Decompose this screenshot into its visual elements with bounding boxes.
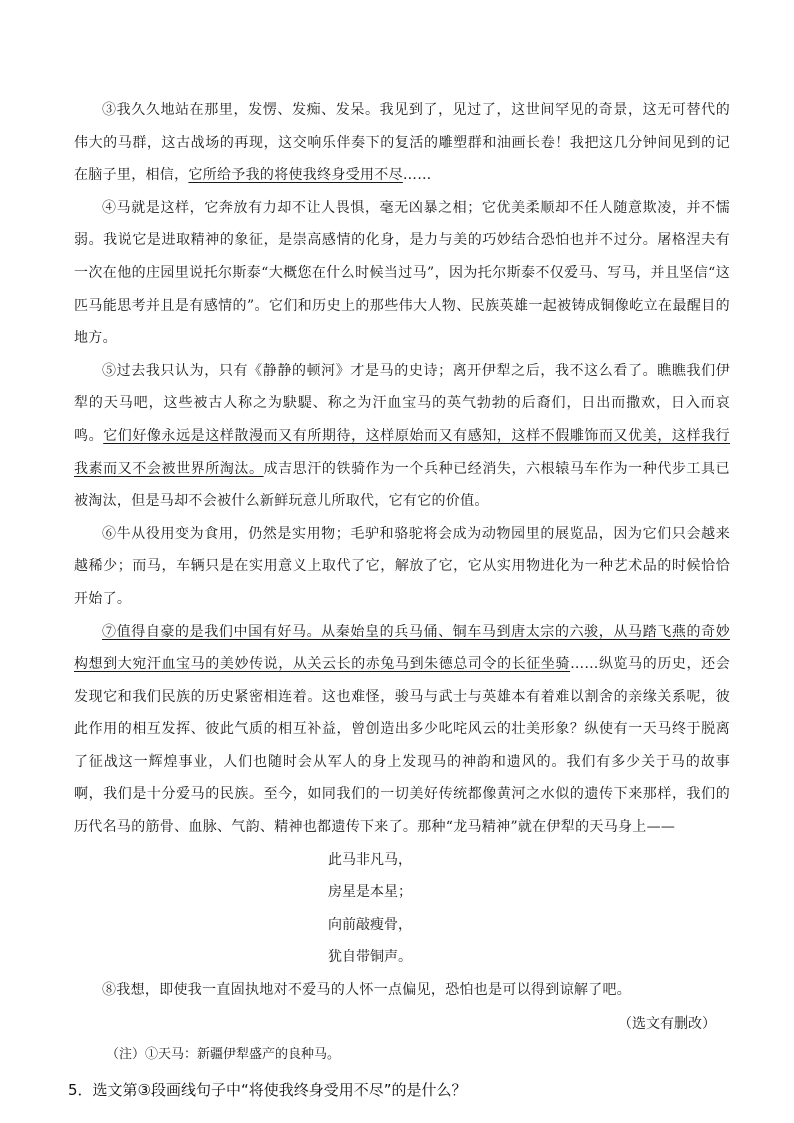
paragraph-8: ⑧我想，即使我一直固执地对不爱马的人怀一点偏见，恐怕也是可以得到谅解了吧。 xyxy=(102,982,632,999)
paragraph-7-text-b: ……纵览马的历史，还会发现它和我们民族的历史紧密相连着。这也难怪，骏马与武士与英雄本有着难以割舍的亲缘关系呢，彼此作用的相互发挥、彼此气质的相互补益，曾创造出多少叱咤风云的壮美形象？纵使有一天马终于脱离了征战这一辉煌事业，人们也随时会从军人的身上发现马的神韵和遗风的。我们有多少关于马的故事啊，我们是十分爱马的民族。至今，如同我们的一切美好传统都像黄河之水似的遗传下来那样，我们的历代名马的筋骨、血脉、气韵、精神也都遗传下来了。那种“龙马精神”就在伊犁的天马身上—— xyxy=(74,656,730,836)
paragraph-5-underlined-sentence: 它们好像永远是这样散漫而又有所期待，这样原始而又有感知，这样不假雕饰而又优美，这样我行我素而又不会被世界所淘汰。 xyxy=(74,427,730,477)
paragraph-5-text-a: ⑤过去我只认为，只有《静静的顿河》才是马的史诗；离开伊犁之后，我不这么看了。瞧瞧我们伊犁的天马吧，这些被古人称之为駃騠、称之为汗血宝马的英气勃勃的后裔们，日出而撒欢，日入而哀鸣。 xyxy=(74,362,730,444)
paragraph-3-underlined-sentence: 它所给予我的将使我终身受用不尽 xyxy=(188,167,403,184)
paragraph-3 xyxy=(74,94,730,192)
poem xyxy=(74,844,730,974)
footnote: （注）①天马：新疆伊犁盛产的良种马。 xyxy=(106,1046,341,1062)
paragraph-7-underlined-sentence: ⑦值得自豪的是我们中国有好马。从秦始皇的兵马俑、铜车马到唐太宗的六骏，从马踏飞燕的奇妙构想到大宛汗血宝马的美妙传说，从关云长的赤兔马到朱德总司令的长征坐骑 xyxy=(74,623,730,673)
paragraph-3-text-b: …… xyxy=(402,167,432,184)
paragraph-3-text-a: ③我久久地站在那里，发愣、发痴、发呆。我见到了，见过了，这世间罕见的奇景，这无可替代的伟大的马群，这古战场的再现，这交响乐伴奏下的复活的雕塑群和油画长卷！我把这几分钟间见到的记在脑子里，相信， xyxy=(74,102,730,184)
paragraph-6: ⑥牛从役用变为食用，仍然是实用物；毛驴和骆驼将会成为动物园里的展览品，因为它们只会越来越稀少；而马，车辆只是在实用意义上取代了它，解放了它，它从实用物进化为一种艺术品的时候恰恰开始了。 xyxy=(74,525,730,607)
question-5: 5．选文第③段画线句子中“将使我终身受用不尽”的是什么？ xyxy=(68,1080,467,1099)
paragraph-4: ④马就是这样，它奔放有力却不让人畏惧，毫无凶暴之相；它优美柔顺却不任人随意欺凌，并不懦弱。我说它是进取精神的象征，是崇高感情的化身，是力与美的巧妙结合恐怕也并不过分。屠格涅夫有一次在他的庄园里说托尔斯泰“大概您在什么时候当过马”，因为托尔斯泰不仅爱马、写马，并且坚信“这匹马能思考并且是有感情的”。它们和历史上的那些伟大人物、民族英雄一起被铸成铜像屹立在最醒目的地方。 xyxy=(74,199,730,347)
paragraph-5 xyxy=(74,355,730,518)
source-note: （选文有删改） xyxy=(618,1015,716,1032)
document-body xyxy=(68,94,730,1105)
poem-line: 此马非凡马， xyxy=(328,851,412,868)
poem-line: 犹自带铜声。 xyxy=(328,949,412,966)
poem-line: 向前敲瘦骨， xyxy=(328,916,412,933)
paragraph-7 xyxy=(74,616,730,844)
paragraph-5-text-b: 成吉思汗的铁骑作为一个兵种已经消失，六根辕马车作为一种代步工具已被淘汰，但是马却不会被什么新鲜玩意儿所取代，它有它的价值。 xyxy=(74,460,730,510)
poem-line: 房星是本星； xyxy=(328,884,412,901)
